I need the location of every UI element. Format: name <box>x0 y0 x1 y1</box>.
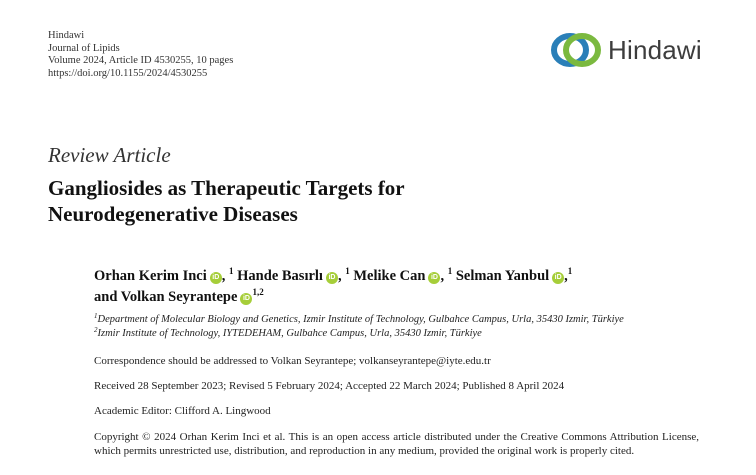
affiliation-item <box>94 313 624 327</box>
orcid-icon[interactable]: iD <box>552 272 564 284</box>
author-item <box>353 268 452 284</box>
author-separator: , <box>564 268 568 284</box>
hindawi-rings-icon <box>550 30 602 70</box>
author-line-1 <box>94 266 572 287</box>
author-name[interactable]: and Volkan Seyrantepe <box>94 289 238 305</box>
affiliation-text: Izmir Institute of Technology, IYTEDEHAM, Gulbahce Campus, Urla, 35430 Izmir, Türkiye <box>97 327 482 339</box>
copyright-notice: Copyright © 2024 Orhan Kerim Inci et al. This is an open access article distributed under the Creative Commons Attribution License, which permits unrestricted use, distribution, and reproduction in any medium, provided the original work is properly cited. <box>94 431 699 457</box>
volume-info: Volume 2024, Article ID 4530255, 10 pages <box>48 55 234 66</box>
author-name[interactable]: Selman Yanbul <box>455 268 550 284</box>
author-item <box>456 268 572 284</box>
affiliation-number: 1 <box>94 312 98 320</box>
author-item <box>237 268 350 284</box>
publisher-name: Hindawi <box>48 30 85 41</box>
title-line-2: Neurodegenerative Diseases <box>48 202 298 226</box>
orcid-icon[interactable]: iD <box>240 293 252 305</box>
author-line-2 <box>94 287 572 308</box>
affiliation-marker: 1 <box>447 266 453 276</box>
affiliation-marker: 1 <box>229 266 234 276</box>
author-separator: , <box>337 268 346 284</box>
orcid-icon[interactable]: iD <box>428 272 440 284</box>
orcid-icon[interactable]: iD <box>326 272 338 284</box>
affiliation-marker: 1,2 <box>252 287 264 297</box>
academic-editor: Academic Editor: Clifford A. Lingwood <box>94 405 271 417</box>
author-item <box>94 289 264 305</box>
doi-link[interactable]: https://doi.org/10.1155/2024/4530255 <box>48 67 208 79</box>
article-title <box>48 175 405 227</box>
affiliation-text: Department of Molecular Biology and Genetics, Izmir Institute of Technology, Gulbahce Campus, Urla, 35430 Izmir, Türkiye <box>97 314 624 325</box>
logo-wordmark: Hindawi <box>608 34 702 65</box>
author-name[interactable]: Hande Basırlı <box>237 268 323 284</box>
journal-metadata <box>48 30 233 80</box>
title-line-1: Gangliosides as Therapeutic Targets for <box>48 176 405 200</box>
author-list <box>94 266 572 308</box>
author-name[interactable]: Orhan Kerim Inci <box>94 268 207 284</box>
journal-name: Journal of Lipids <box>48 42 120 54</box>
author-separator: , <box>440 268 448 284</box>
affiliation-number: 2 <box>94 325 98 334</box>
affiliation-marker: 1 <box>345 266 350 276</box>
affiliation-marker: 1 <box>567 266 573 276</box>
affiliations <box>94 313 624 340</box>
affiliation-item <box>94 327 624 341</box>
orcid-icon[interactable]: iD <box>210 272 222 284</box>
article-type: Review Article <box>48 143 171 167</box>
hindawi-logo[interactable] <box>550 30 702 70</box>
publication-dates: Received 28 September 2023; Revised 5 February 2024; Accepted 22 March 2024; Published 8 April 2024 <box>94 380 565 392</box>
author-name[interactable]: Melike Can <box>353 268 426 284</box>
author-item <box>94 268 234 284</box>
author-separator: , <box>221 268 230 284</box>
correspondence: Correspondence should be addressed to Volkan Seyrantepe; volkanseyrantepe@iyte.edu.tr <box>94 355 491 367</box>
